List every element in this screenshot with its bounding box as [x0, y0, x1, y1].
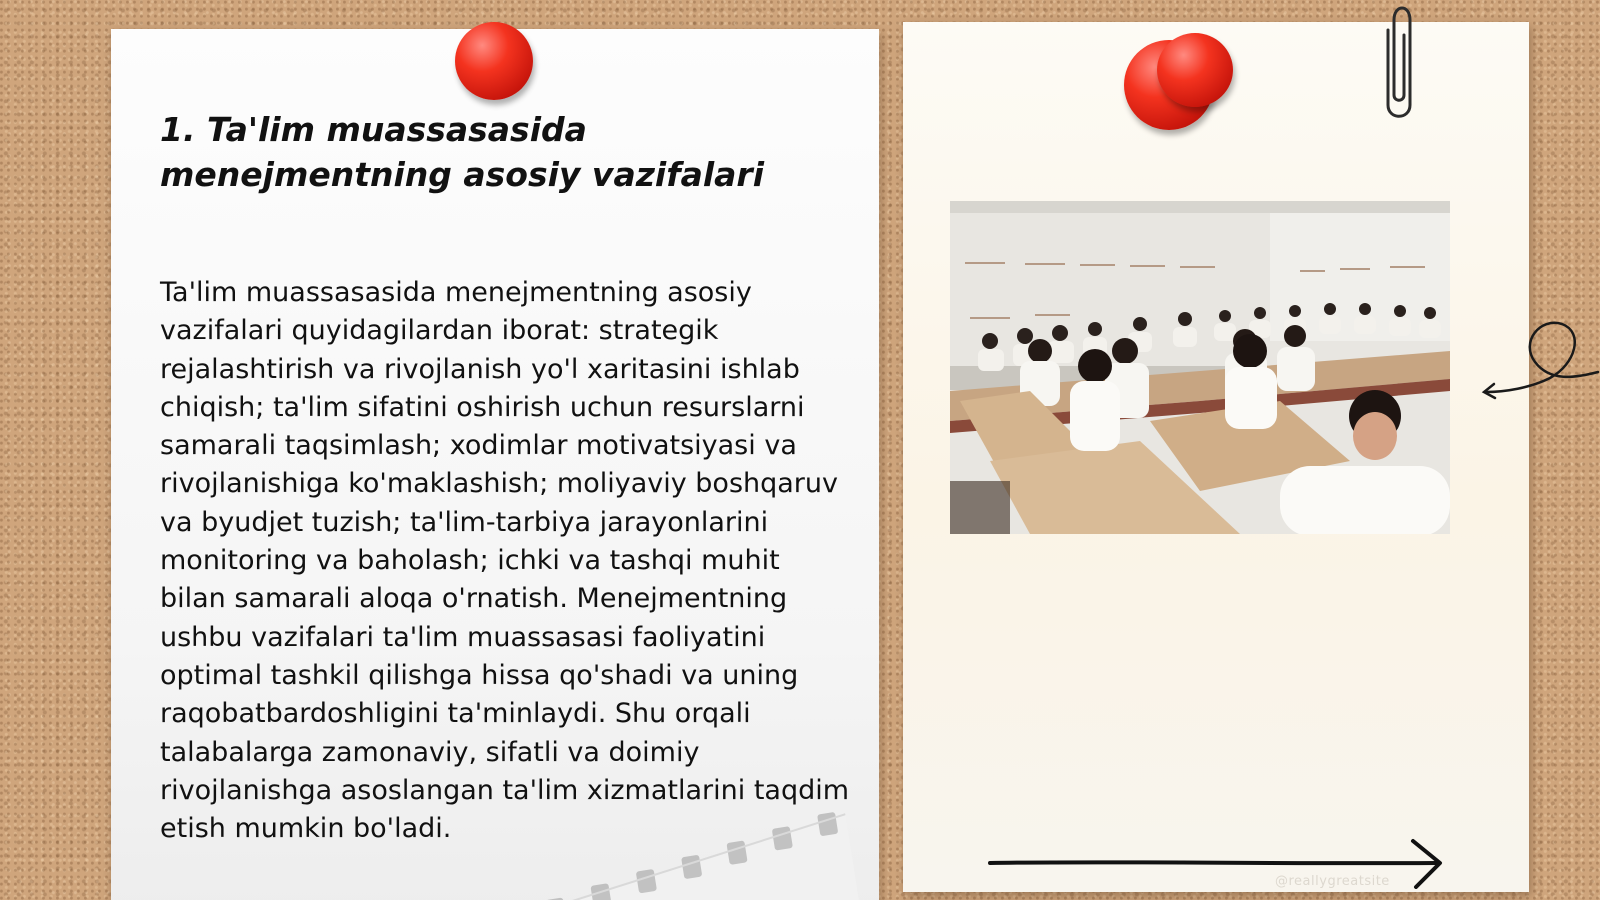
text-note-card [111, 29, 879, 900]
classroom-photo [950, 201, 1450, 534]
paperclip-icon [1378, 0, 1422, 124]
slide-body-text: Ta'lim muassasasida menejmentning asosiy vazifalari quyidagilardan iborat: strategik rejalashtirish va rivojlanish yo'l xaritasini ishlab chiqish; ta'lim sifatini oshirish uchun resurslarni samarali taqsimlash; xodimlar motivatsiyasi va rivojlanishiga ko'maklashish; moliyaviy boshqaruv va byudjet tuzish; ta'lim-tarbiya jarayonlarini monitoring va baholash; ichki va tashqi muhit bilan samarali aloqa o'rnatish. Menejmentning ushbu vazifalari ta'lim muassasasi faoliyatini optimal tashkil qilishga hissa qo'shadi va uning raqobatbardoshligini ta'minlaydi. Shu orqali talabalarga zamonaviy, sifatli va doimiy rivojlanishga asoslangan ta'lim xizmatlarini taqdim etish mumkin bo'ladi. [160, 277, 850, 845]
image-note-card [903, 22, 1529, 892]
pushpin-icon [455, 22, 533, 100]
watermark-text: @reallygreatsite [1275, 874, 1390, 889]
squiggle-arrow-icon [1480, 312, 1600, 412]
pushpin-icon [1157, 33, 1233, 107]
slide-title: 1. Ta'lim muassasasida menejmentning asosiy vazifalari [160, 110, 765, 194]
